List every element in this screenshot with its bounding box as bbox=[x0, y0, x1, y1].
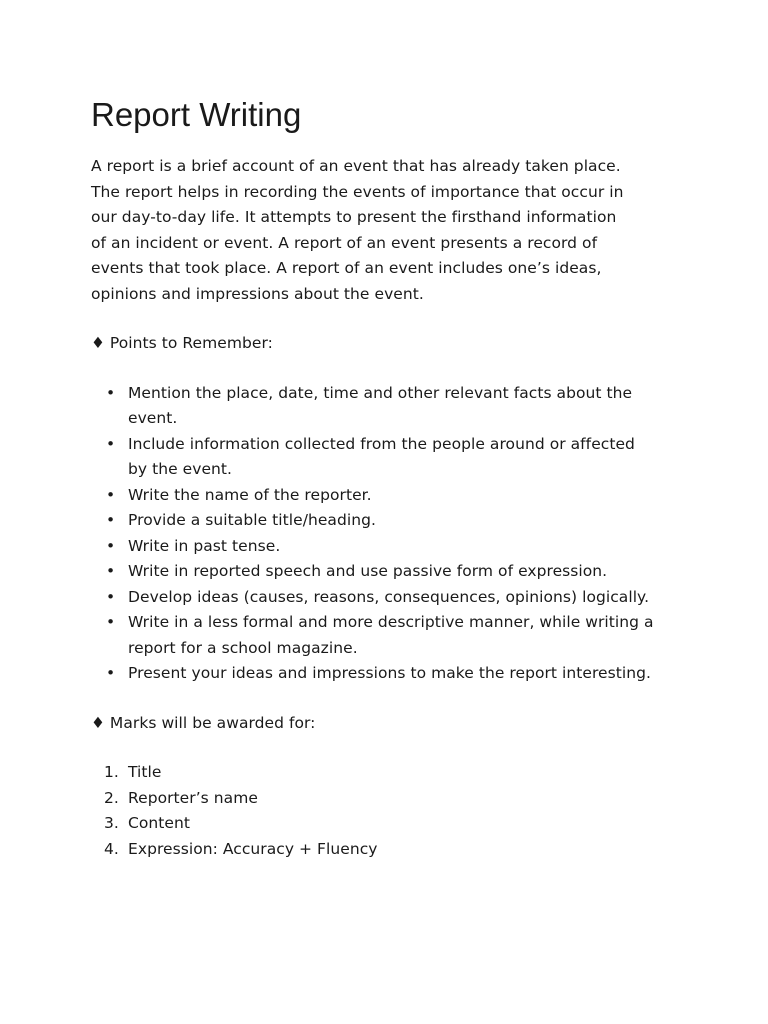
bullet-icon: • bbox=[106, 434, 116, 453]
list-item bbox=[91, 432, 691, 483]
list-item bbox=[91, 837, 691, 863]
list-item bbox=[91, 483, 691, 509]
list-item bbox=[91, 610, 691, 661]
list-item-line: Present your ideas and impressions to make the report interesting. bbox=[128, 664, 651, 682]
intro-paragraph bbox=[91, 154, 691, 307]
list-item-line: event. bbox=[128, 409, 178, 427]
list-item-line: report for a school magazine. bbox=[128, 638, 358, 657]
list-item bbox=[91, 534, 691, 560]
intro-line: The report helps in recording the events of importance that occur in bbox=[91, 182, 624, 201]
bullet-icon: • bbox=[106, 485, 116, 504]
list-item-line: by the event. bbox=[128, 460, 233, 478]
list-item bbox=[91, 760, 691, 786]
list-item bbox=[91, 508, 691, 534]
list-item bbox=[91, 661, 691, 687]
marks-list bbox=[91, 760, 691, 862]
list-item-text: Content bbox=[128, 814, 190, 832]
intro-line: A report is a brief account of an event that has already taken place. bbox=[91, 157, 621, 175]
list-item-line: Provide a suitable title/heading. bbox=[128, 511, 376, 529]
list-item bbox=[91, 559, 691, 585]
list-number: 2. bbox=[104, 788, 119, 807]
bullet-icon: • bbox=[106, 587, 116, 606]
list-item bbox=[91, 381, 691, 432]
intro-line: events that took place. A report of an event includes one’s ideas, bbox=[91, 259, 602, 277]
points-list bbox=[91, 381, 691, 687]
list-number: 4. bbox=[104, 839, 119, 858]
intro-line: opinions and impressions about the event. bbox=[91, 284, 424, 303]
bullet-icon: • bbox=[106, 664, 116, 682]
list-number: 3. bbox=[104, 814, 119, 832]
bullet-icon: • bbox=[106, 383, 116, 402]
points-heading: ♦ Points to Remember: bbox=[91, 334, 273, 352]
list-item-line: Write in past tense. bbox=[128, 536, 281, 555]
list-item-text: Expression: Accuracy + Fluency bbox=[128, 839, 378, 858]
list-item-text: Reporter’s name bbox=[128, 788, 258, 807]
list-item-text: Title bbox=[128, 763, 162, 781]
list-item-line: Write in reported speech and use passive form of expression. bbox=[128, 562, 608, 580]
marks-heading: ♦ Marks will be awarded for: bbox=[91, 713, 316, 732]
list-item-line: Develop ideas (causes, reasons, consequences, opinions) logically. bbox=[128, 587, 650, 606]
list-item-line: Mention the place, date, time and other relevant facts about the bbox=[128, 383, 633, 402]
list-item bbox=[91, 786, 691, 812]
bullet-icon: • bbox=[106, 562, 116, 580]
list-number: 1. bbox=[104, 763, 119, 781]
page-title: Report Writing bbox=[91, 96, 302, 133]
document-page bbox=[91, 95, 691, 862]
intro-line: our day-to-day life. It attempts to present the firsthand information bbox=[91, 208, 617, 226]
bullet-icon: • bbox=[106, 511, 116, 529]
bullet-icon: • bbox=[106, 536, 116, 555]
intro-line: of an incident or event. A report of an event presents a record of bbox=[91, 233, 598, 252]
bullet-icon: • bbox=[106, 613, 116, 631]
list-item-line: Include information collected from the people around or affected bbox=[128, 434, 635, 453]
list-item bbox=[91, 811, 691, 837]
list-item-line: Write the name of the reporter. bbox=[128, 485, 372, 504]
list-item bbox=[91, 585, 691, 611]
list-item-line: Write in a less formal and more descriptive manner, while writing a bbox=[128, 613, 654, 631]
